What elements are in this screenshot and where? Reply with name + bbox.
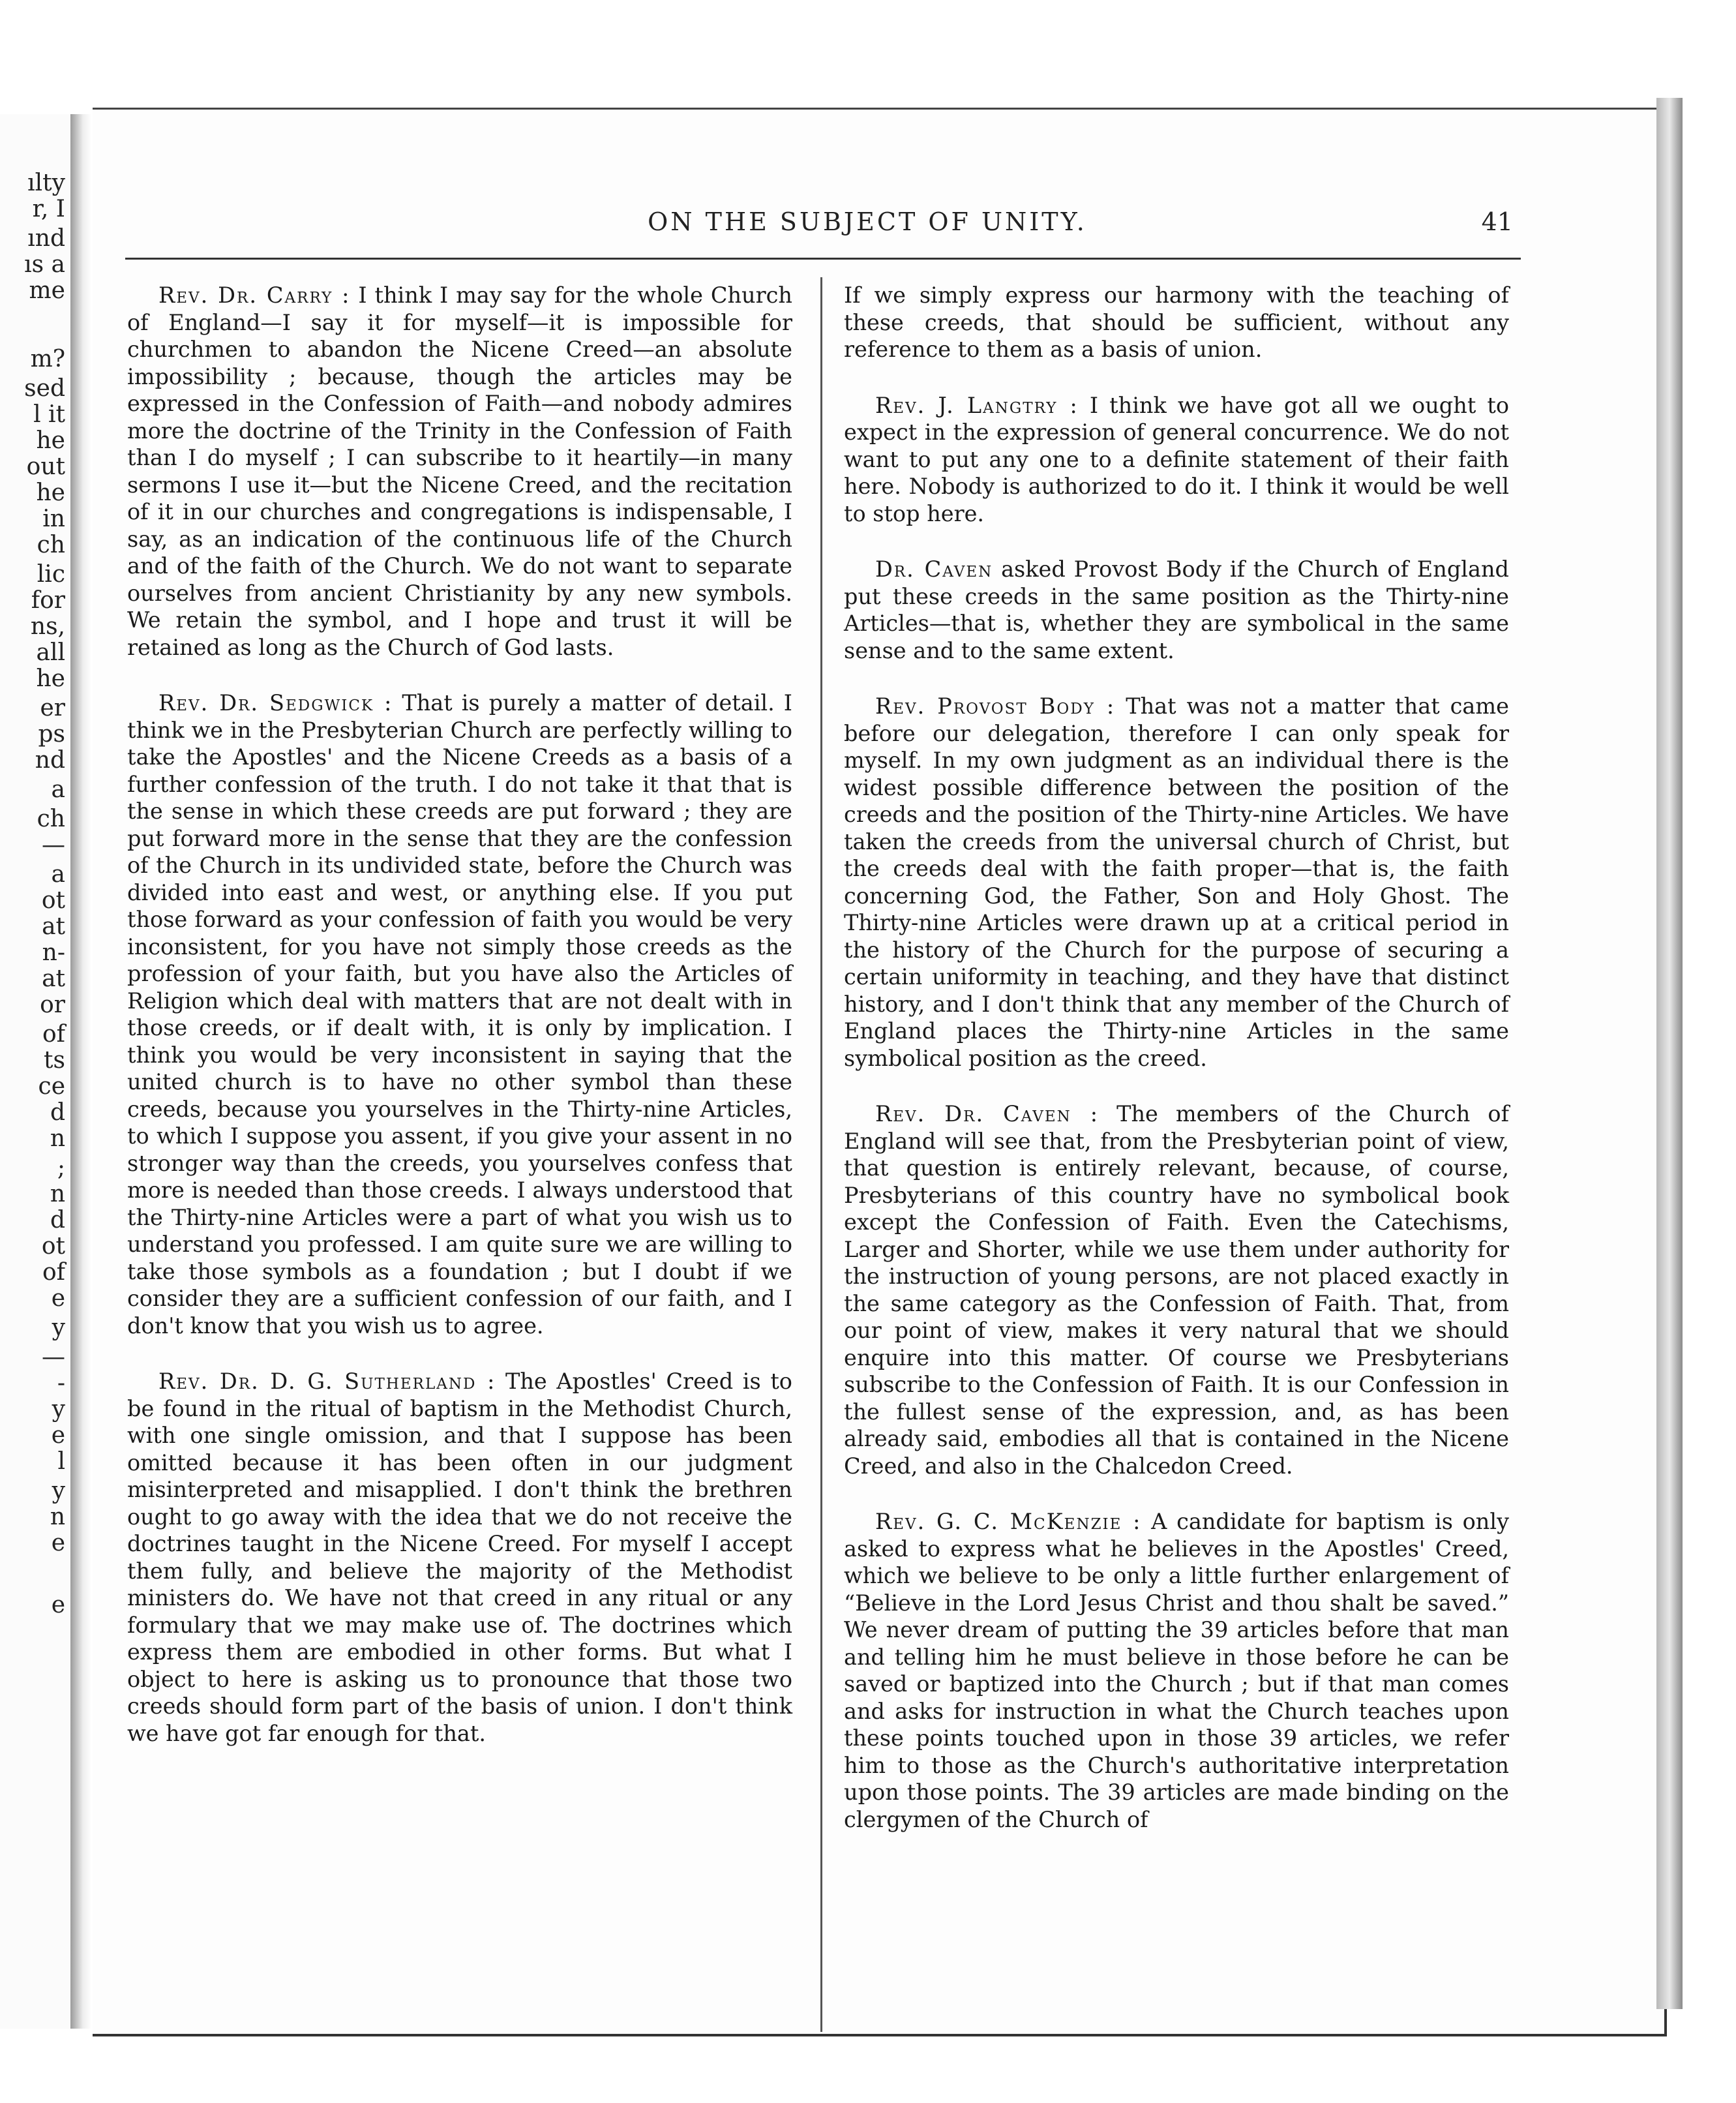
fragment-text: sed — [24, 375, 65, 402]
fragment-text: y — [52, 1477, 65, 1504]
speaker-name: Rev. Dr. D. G. Sutherland : — [158, 1369, 496, 1394]
paragraph-text: I think I may say for the whole Church of England—I say it for myself—it is impossible for churchmen to abandon the Nicene Creed—an absolute impossibility ; because, though the articles may be expressed in the Confession of Faith—and nobody admires more the doctrine of the Trinity in the Confession of Faith than I do myself ; I can subscribe to it heartily—in many sermons I use it—but the Nicene Creed, and the recitation of it in our churches and congregations is indispensable, I say, as an indication of the continuous life of the Church and of the faith of the Church. We do not want to separate ourselves from ancient Christianity by any new symbols. We retain the symbol, and I hope and trust it will be retained as long as the Church of God lasts. — [127, 282, 792, 660]
fragment-text: ot — [41, 1233, 65, 1260]
fragment-text: n — [50, 1181, 65, 1207]
paragraph-text: That was not a matter that came before our delegation, therefore I can only speak for myself. In my own judgment as an individual there is the widest possible difference between the position of the creeds and the position of the Thirty-nine Articles. We have taken the creeds from the universal church of Christ, but the creeds deal with the faith proper—that is, the faith concerning God, the Father, Son and Holy Ghost. The Thirty-nine Articles were drawn up at a critical period in the history of the Church for the purpose of securing a certain uniformity in teaching, and they have that distinct history, and I don't think that any member of the Church of England places the Thirty-nine Articles in the same symbolical position as the creed. — [844, 693, 1509, 1071]
paragraph — [844, 556, 1509, 664]
fragment-text: n — [50, 1125, 65, 1152]
fragment-text: ; — [57, 1155, 65, 1181]
fragment-text: out — [26, 453, 65, 480]
fragment-text: ch — [37, 806, 65, 832]
fragment-text: r, I — [32, 196, 65, 222]
fragment-text: at — [42, 913, 65, 940]
facing-page-fragment — [0, 114, 72, 2029]
page-edge-stack — [1656, 98, 1683, 2009]
fragment-text: at — [42, 965, 65, 992]
fragment-text: e — [51, 1592, 65, 1618]
paragraph-text: A candidate for baptism is only asked to express what he believes in the Apostles' Creed, which we believe to be only a little further enlargement of “Believe in the Lord Jesus Christ and thou shalt be saved.” We never dream of putting the 39 articles before that man and telling him he must believe in those before he can be saved or baptized into the Church ; but if that man comes and asks for instruction in what the Church teaches upon these points touched upon in those 39 articles, we refer him to those as the Church's authoritative interpretation upon those points. The 39 articles are made binding on the clergymen of the Church of — [844, 1509, 1509, 1832]
fragment-text: d — [50, 1207, 65, 1233]
paragraph — [844, 282, 1509, 363]
fragment-text: — — [42, 1344, 65, 1370]
paragraph-text: The members of the Church of England will see that, from the Presbyterian point of view, that question is entirely relevant, because, of course, Presbyterians of this country have no symbolical book except the Confession of Faith. Even the Catechisms, Larger and Shorter, while we use them under authority for the instruction of young persons, are not placed exactly in the same category as the Confession of Faith. That, from our point of view, makes it very natural that we should enquire into this matter. Of course we Presbyterians subscribe to the Confession of Faith. It is our Confession in the fullest sense of the expression, and, as has been already said, embodies all that is contained in the Nicene Creed, and also in the Chalcedon Creed. — [844, 1101, 1509, 1479]
fragment-text: ınd — [27, 225, 65, 252]
page-number: 41 — [1481, 207, 1513, 236]
fragment-text: me — [29, 277, 65, 304]
fragment-text: he — [36, 479, 65, 506]
fragment-text: y — [52, 1314, 65, 1341]
speaker-name: Rev. Provost Body : — [875, 693, 1116, 719]
fragment-text: of — [42, 1259, 65, 1286]
fragment-text: nd — [35, 747, 65, 774]
speaker-name: Rev. G. C. McKenzie : — [875, 1509, 1142, 1534]
fragment-text: er — [40, 695, 65, 721]
book-gutter — [70, 114, 91, 2029]
fragment-text: d — [50, 1099, 65, 1126]
speaker-name: Rev. Dr. Caven : — [875, 1101, 1100, 1127]
paragraph-text: The Apostles' Creed is to be found in the ritual of baptism in the Methodist Church, with one single omission, and that I suppose has been omitted because it has been often in our judgment misinterpreted and misapplied. I don't think the brethren ought to go away with the idea that we do not receive the doctrines taught in the Nicene Creed. For myself I accept them fully, and believe the majority of the Methodist ministers do. We have not that creed in any ritual or any formulary that we may make use of. The doctrines which express them are embodied in other forms. But what I object to here is asking us to pronounce that those two creeds should form part of the basis of union. I don't think we have got far enough for that. — [127, 1369, 792, 1746]
left-column — [127, 282, 792, 1747]
fragment-text: ch — [37, 532, 65, 558]
fragment-text: a — [51, 861, 65, 888]
fragment-text: ce — [38, 1073, 65, 1100]
speaker-name: Rev. J. Langtry : — [875, 392, 1079, 418]
fragment-text: for — [31, 587, 65, 614]
speaker-name: Dr. Caven — [875, 556, 993, 582]
fragment-text: all — [36, 639, 65, 666]
fragment-text: e — [51, 1422, 65, 1449]
fragment-text: or — [40, 991, 65, 1018]
fragment-text: ns, — [30, 613, 65, 640]
fragment-text: l — [57, 1448, 65, 1475]
fragment-text: in — [42, 506, 65, 532]
fragment-text: y — [52, 1396, 65, 1423]
fragment-text: ılty — [27, 170, 65, 196]
paragraph-text: asked Provost Body if the Church of England put these creeds in the same position as the Thirty-nine Articles—that is, whether they are symbolical in the same sense and to the same extent. — [844, 556, 1509, 663]
paragraph-text: That is purely a matter of detail. I think we in the Presbyterian Church are perfectly willing to take the Apostles' and the Nicene Creeds as a basis of a further confession of the truth. I do not take it that that is the sense in which these creeds are put forward ; they are put forward more in the sense that they are the confession of the Church in its undivided state, before the Church was divided into east and west, or anything else. If you put those forward as your confession of faith you would be very inconsistent, for you have not simply those creeds as the profession of your faith, but you have also the Articles of Religion which deal with matters that are not dealt with in those creeds, or if dealt with, it is only by implication. I think you would be very inconsistent in saying that the united church is to have no other symbol than these creeds, because you yourselves in the Thirty-nine Articles, to which I suppose you assent, if you give your assent in no stronger way than the creeds, you yourselves confess that more is needed than those creeds. I always understood that the Thirty-nine Articles were a part of what you wish us to understand you professed. I am quite sure we are willing to take those symbols as a foundation ; but I doubt if we consider they are a sufficient confession of our faith, and I don't know that you wish us to agree. — [127, 690, 793, 1339]
fragment-text: — — [42, 832, 65, 858]
paragraph — [844, 1508, 1509, 1833]
paragraph-text: I think we have got all we ought to expect in the expression of general concurrence. We do not want to put any one to a definite statement of their faith here. Nobody is authorized to do it. I think it would be well to stop here. — [844, 392, 1509, 526]
header-rule — [125, 258, 1521, 260]
right-column — [844, 282, 1509, 1833]
fragment-text: n — [50, 1504, 65, 1530]
fragment-text: ps — [38, 721, 65, 748]
speaker-name: Rev. Dr. Carry : — [158, 282, 351, 308]
paragraph — [127, 1368, 792, 1747]
fragment-text: m? — [30, 346, 65, 372]
fragment-text: e — [51, 1530, 65, 1556]
paragraph — [127, 282, 792, 661]
fragment-text: n- — [42, 939, 65, 966]
paragraph-text: If we simply express our harmony with the teaching of these creeds, that should be sufficient, without any reference to them as a basis of union. — [844, 282, 1509, 362]
fragment-text: he — [36, 665, 65, 692]
fragment-text: e — [51, 1285, 65, 1312]
fragment-text: of — [42, 1021, 65, 1048]
fragment-text: l it — [33, 401, 65, 428]
paragraph — [844, 693, 1509, 1072]
fragment-text: lic — [37, 561, 65, 588]
paragraph — [127, 689, 792, 1339]
speaker-name: Rev. Dr. Sedgwick : — [158, 690, 393, 716]
fragment-text: ts — [44, 1047, 65, 1074]
fragment-text: ıs a — [24, 251, 65, 278]
fragment-text: ot — [41, 887, 65, 914]
fragment-text: - — [57, 1370, 65, 1397]
paragraph — [844, 392, 1509, 528]
fragment-text: he — [36, 427, 65, 454]
fragment-text: a — [51, 776, 65, 803]
paragraph — [844, 1100, 1509, 1479]
running-head: ON THE SUBJECT OF UNITY. — [648, 207, 1087, 236]
column-divider — [820, 277, 822, 2032]
